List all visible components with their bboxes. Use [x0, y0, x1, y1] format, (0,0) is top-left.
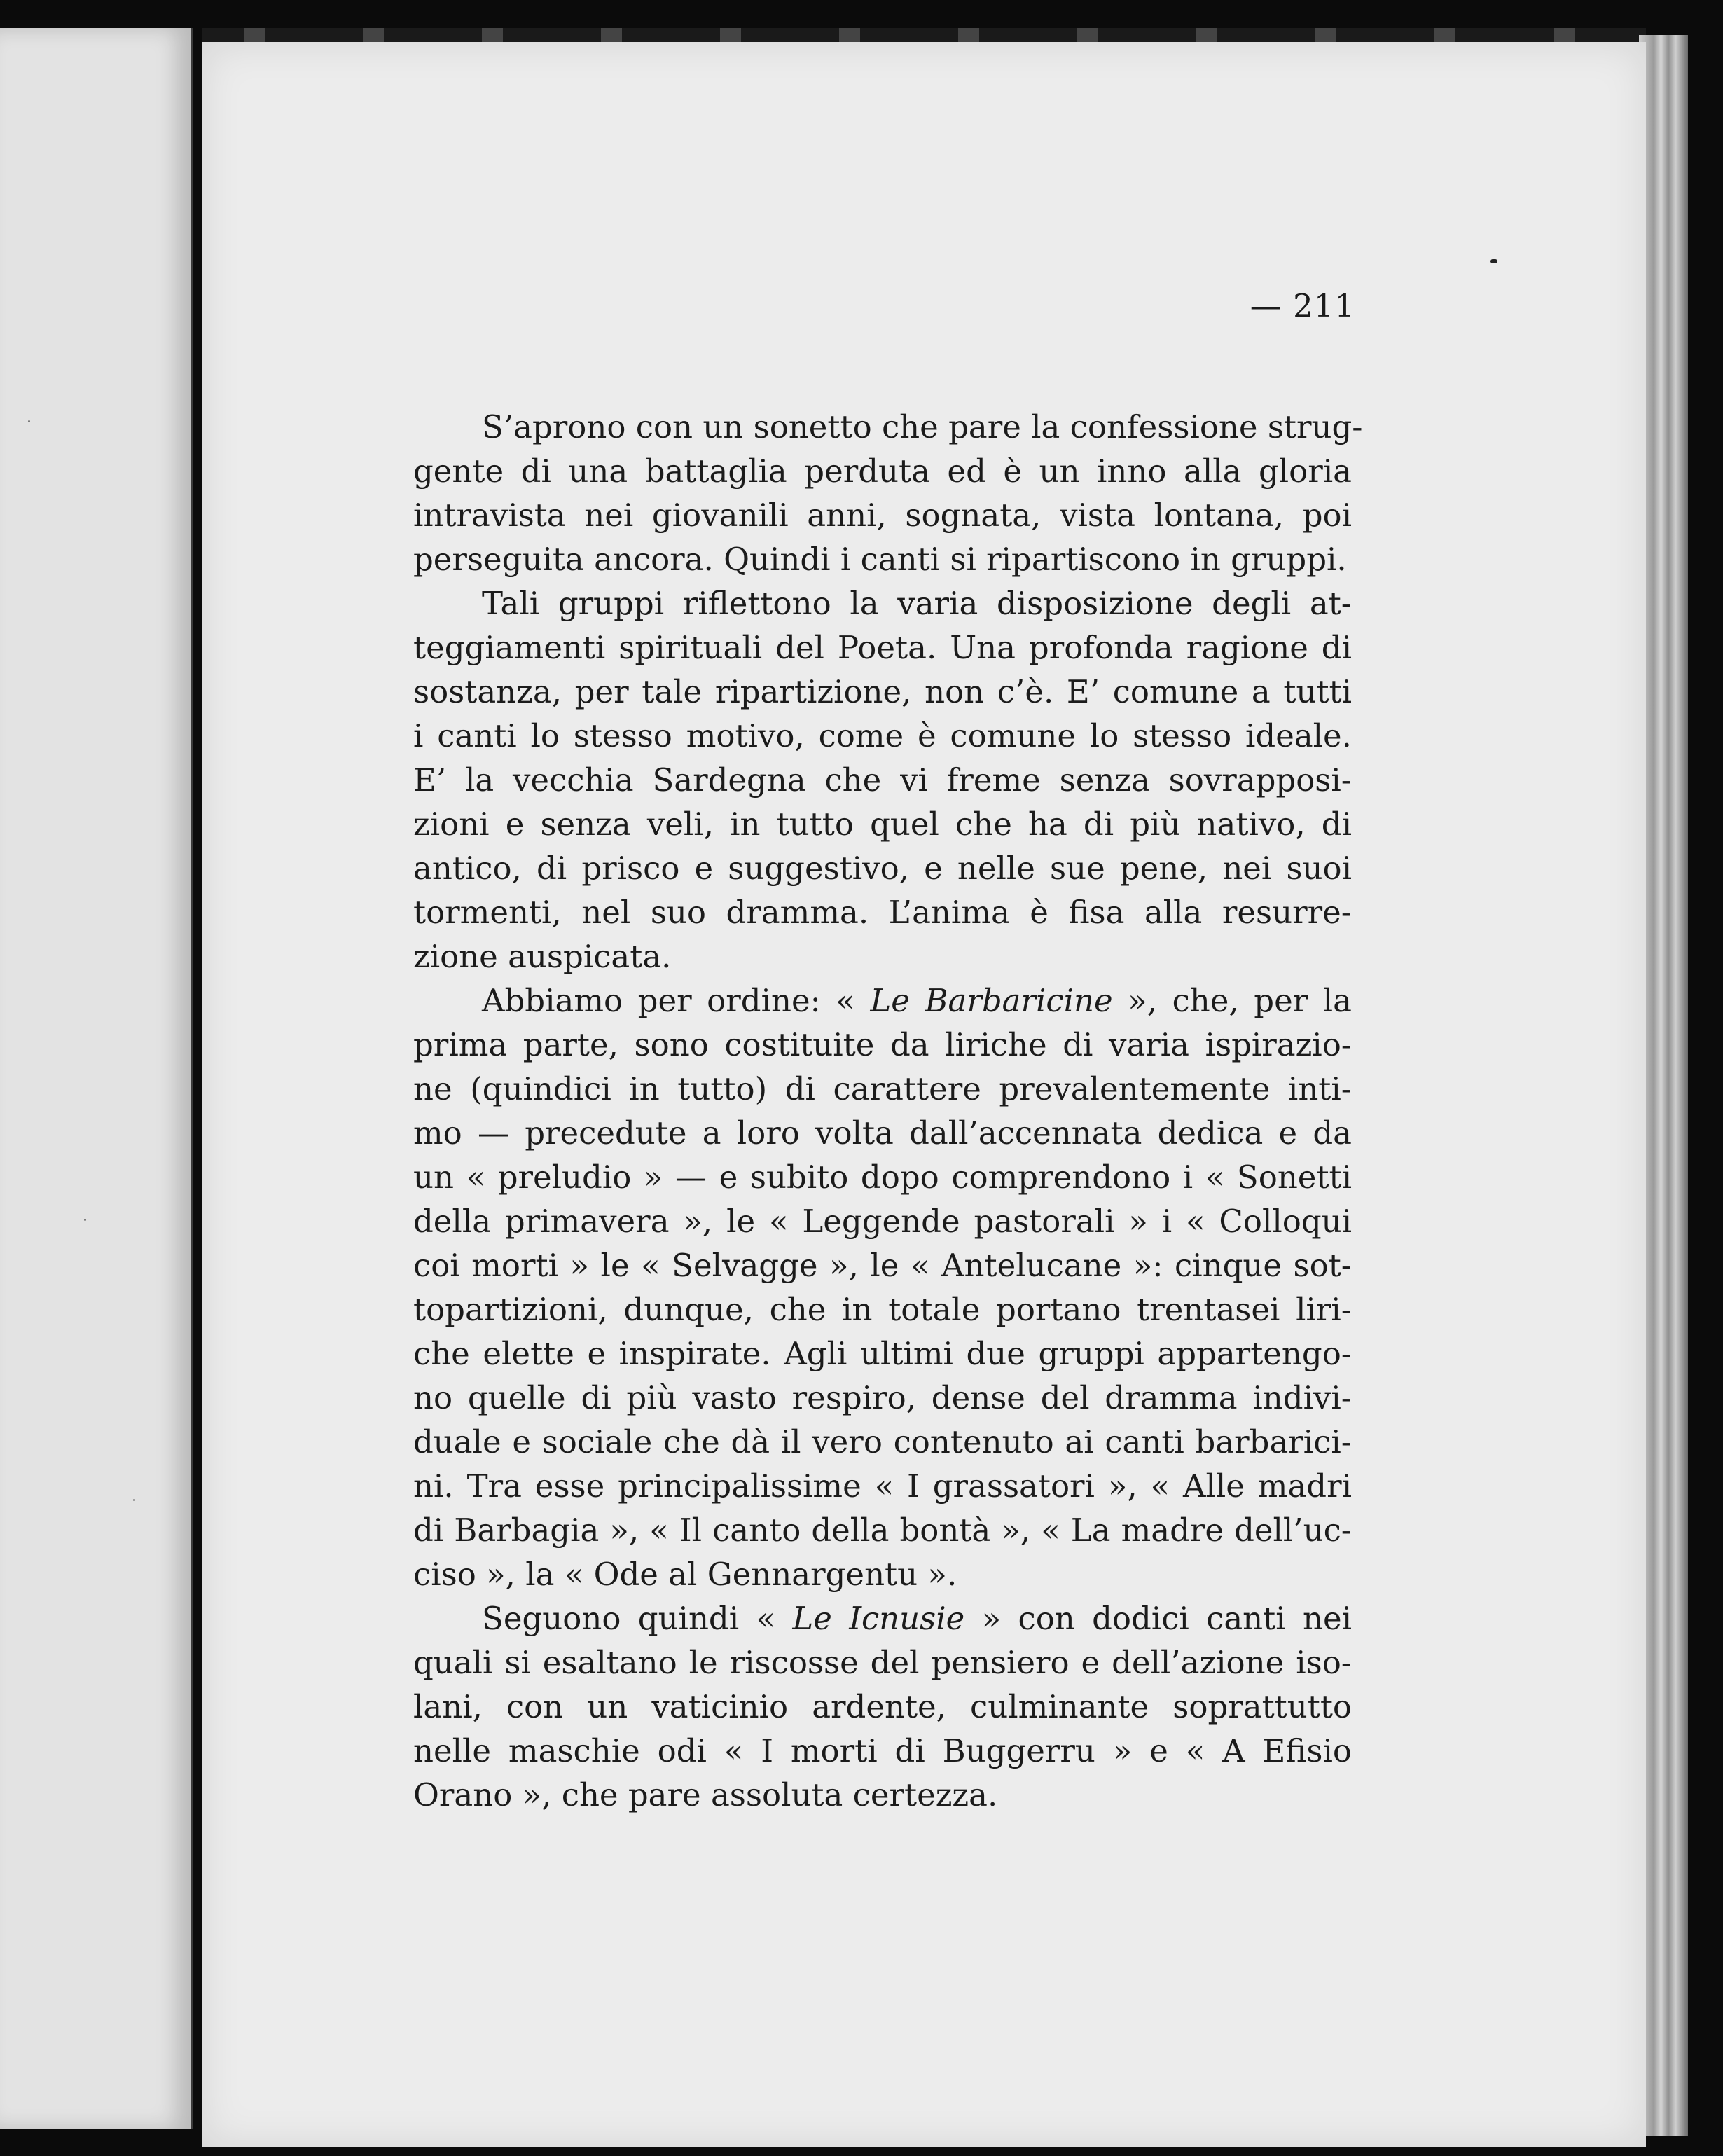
text-line [413, 934, 1352, 979]
italic-title: Le Icnusie [792, 1600, 965, 1637]
paper-speck [84, 1219, 86, 1221]
text-segment: mo — precedute a loro volta dall’accennata dedica e da [413, 1114, 1352, 1152]
paragraph [413, 979, 1352, 1596]
left-page-edge [0, 28, 193, 2129]
text-line [413, 581, 1352, 626]
text-line [413, 405, 1363, 449]
text-segment: E’ la vecchia Sardegna che vi freme senza sovrapposi- [413, 761, 1352, 799]
italic-title: Le Barbaricine [870, 982, 1113, 1019]
text-line [413, 1596, 1352, 1640]
text-segment: ni. Tra esse principalissime « I grassatori », « Alle madri [413, 1467, 1352, 1505]
paper-speck [133, 1499, 135, 1501]
text-segment: di Barbagia », « Il canto della bontà », « La madre dell’uc- [413, 1512, 1352, 1549]
text-segment: Orano », che pare assoluta certezza. [413, 1776, 998, 1813]
text-line [413, 1640, 1352, 1685]
text-line [413, 979, 1352, 1023]
text-segment: zioni e senza veli, in tutto quel che ha di più nativo, di [413, 806, 1352, 843]
text-segment: che elette e inspirate. Agli ultimi due gruppi appartengo- [413, 1335, 1352, 1372]
text-line [413, 802, 1352, 846]
paper-speck [28, 420, 30, 422]
text-line [413, 493, 1352, 537]
text-segment: nelle maschie odi « I morti di Buggerru » e « A Efisio [413, 1732, 1352, 1769]
text-segment: topartizioni, dunque, che in totale portano trentasei liri- [413, 1291, 1352, 1328]
text-segment: S’aprono con un sonetto che pare la confessione strug- [482, 408, 1363, 445]
page-number: — 211 [1250, 287, 1355, 324]
text-segment: antico, di prisco e suggestivo, e nelle sue pene, nei suoi [413, 850, 1352, 887]
text-segment: gente di una battaglia perduta ed è un inno alla gloria [413, 452, 1352, 490]
text-segment: tormenti, nel suo dramma. L’anima è fisa alla resurre- [413, 894, 1352, 931]
text-segment: ne (quindici in tutto) di carattere prevalentemente inti- [413, 1070, 1352, 1107]
text-line [413, 670, 1352, 714]
text-line [413, 1243, 1352, 1287]
text-segment: perseguita ancora. Quindi i canti si ripartiscono in gruppi. [413, 541, 1347, 578]
text-line [413, 1773, 1352, 1817]
text-line [413, 1199, 1352, 1243]
text-segment: prima parte, sono costituite da liriche di varia ispirazio- [413, 1026, 1352, 1063]
text-line [413, 1508, 1352, 1552]
text-segment: coi morti » le « Selvagge », le « Antelucane »: cinque sot- [413, 1247, 1352, 1284]
text-segment: no quelle di più vasto respiro, dense del dramma indivi- [413, 1379, 1352, 1416]
text-line [413, 1464, 1352, 1508]
text-line [413, 537, 1352, 581]
paragraph [413, 1596, 1352, 1817]
text-line [413, 1729, 1352, 1773]
text-line [413, 1332, 1352, 1376]
text-segment: teggiamenti spirituali del Poeta. Una profonda ragione di [413, 629, 1352, 666]
text-line [413, 758, 1352, 802]
text-line [413, 1376, 1352, 1420]
page-stack-edge [1639, 35, 1688, 2136]
text-segment: zione auspicata. [413, 938, 672, 975]
text-line [413, 1420, 1352, 1464]
text-segment: duale e sociale che dà il vero contenuto ai canti barbarici- [413, 1423, 1352, 1460]
text-segment: della primavera », le « Leggende pastorali » i « Colloqui [413, 1203, 1352, 1240]
text-segment: ciso », la « Ode al Gennargentu ». [413, 1556, 957, 1593]
paragraph [413, 405, 1363, 581]
ink-mark [1490, 259, 1497, 263]
text-line [413, 1287, 1352, 1332]
text-line [413, 890, 1352, 934]
text-segment: Tali gruppi riflettono la varia disposizione degli at- [482, 585, 1352, 622]
text-segment: Seguono quindi « [482, 1600, 793, 1637]
text-line [413, 846, 1352, 890]
text-line [413, 1067, 1352, 1111]
text-segment: » con dodici canti nei [964, 1600, 1352, 1637]
text-line [413, 1023, 1352, 1067]
text-segment: Abbiamo per ordine: « [482, 982, 871, 1019]
text-line [413, 714, 1352, 758]
text-line [413, 1685, 1352, 1729]
text-line [413, 626, 1352, 670]
text-line [413, 1111, 1352, 1155]
text-segment: i canti lo stesso motivo, come è comune lo stesso ideale. [413, 717, 1352, 754]
paragraph [413, 581, 1352, 979]
text-segment: lani, con un vaticinio ardente, culminante soprattutto [413, 1688, 1352, 1725]
text-segment: quali si esaltano le riscosse del pensiero e dell’azione iso- [413, 1644, 1352, 1681]
text-segment: », che, per la [1112, 982, 1352, 1019]
text-segment: un « preludio » — e subito dopo comprendono i « Sonetti [413, 1159, 1352, 1196]
body-text [413, 405, 1363, 1817]
text-line [413, 449, 1352, 493]
text-segment: sostanza, per tale ripartizione, non c’è. E’ comune a tutti [413, 673, 1352, 710]
text-line [413, 1552, 1352, 1596]
text-line [413, 1155, 1352, 1199]
text-segment: intravista nei giovanili anni, sognata, vista lontana, poi [413, 497, 1352, 534]
